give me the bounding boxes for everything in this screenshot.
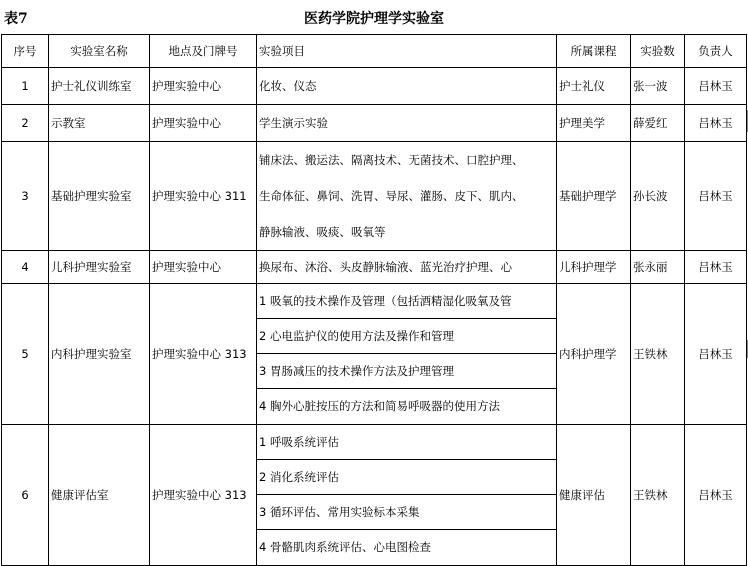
lab-name: 内科护理实验室 bbox=[49, 284, 150, 425]
lab-items bbox=[257, 284, 557, 425]
lab-course: 护理美学 bbox=[557, 105, 631, 142]
lab-item: 生命体征、鼻饲、洗胃、导尿、灌肠、皮下、肌内、 bbox=[259, 189, 524, 203]
lab-count: 王铁林 bbox=[631, 425, 685, 566]
lab-item: 4 胸外心脏按压的方法和简易呼吸器的使用方法 bbox=[259, 399, 500, 413]
row-no: 3 bbox=[2, 142, 49, 251]
table-row bbox=[2, 105, 747, 142]
col-header-items: 实验项目 bbox=[257, 35, 557, 68]
lab-count: 王铁林 bbox=[631, 284, 685, 425]
col-header-name: 实验室名称 bbox=[49, 35, 150, 68]
lab-location: 护理实验中心 313 bbox=[150, 284, 257, 425]
lab-item: 3 循环评估、常用实验标本采集 bbox=[257, 495, 556, 530]
title-row bbox=[0, 0, 748, 34]
lab-items bbox=[257, 425, 557, 566]
table-number: 表7 bbox=[4, 11, 28, 27]
lab-item: 1 吸氧的技术操作及管理（包括酒精湿化吸氧及管 bbox=[257, 284, 556, 319]
lab-owner: 吕林玉 bbox=[685, 251, 747, 284]
lab-location: 护理实验中心 313 bbox=[150, 425, 257, 566]
table-row bbox=[2, 68, 747, 105]
table-row bbox=[2, 251, 747, 284]
lab-course: 基础护理学 bbox=[557, 142, 631, 251]
col-header-no: 序号 bbox=[2, 35, 49, 68]
lab-owner: 吕林玉 bbox=[685, 105, 747, 142]
lab-name: 健康评估室 bbox=[49, 425, 150, 566]
lab-course: 内科护理学 bbox=[557, 284, 631, 425]
col-header-owner: 负责人 bbox=[685, 35, 747, 68]
lab-count: 孙长波 bbox=[631, 142, 685, 251]
lab-name: 护士礼仪训练室 bbox=[49, 68, 150, 105]
lab-item: 静脉输液、吸痰、吸氧等 bbox=[259, 225, 386, 239]
lab-owner: 吕林玉 bbox=[685, 284, 747, 425]
lab-item: 4 骨骼肌肉系统评估、心电图检查 bbox=[259, 540, 431, 554]
row-no: 6 bbox=[2, 425, 49, 566]
lab-location: 护理实验中心 bbox=[150, 105, 257, 142]
row-no: 2 bbox=[2, 105, 49, 142]
lab-item: 3 胃肠减压的技术操作方法及护理管理 bbox=[257, 354, 556, 389]
lab-item: 学生演示实验 bbox=[257, 105, 557, 142]
lab-course: 健康评估 bbox=[557, 425, 631, 566]
lab-course: 儿科护理学 bbox=[557, 251, 631, 284]
lab-item: 换尿布、沐浴、头皮静脉输液、蓝光治疗护理、心 bbox=[257, 251, 557, 284]
table-row bbox=[2, 284, 747, 425]
row-no: 4 bbox=[2, 251, 49, 284]
header-row bbox=[2, 35, 747, 68]
lab-name: 基础护理实验室 bbox=[49, 142, 150, 251]
lab-name: 示教室 bbox=[49, 105, 150, 142]
lab-item: 2 心电监护仪的使用方法及操作和管理 bbox=[257, 319, 556, 354]
lab-location: 护理实验中心 bbox=[150, 68, 257, 105]
lab-item: 铺床法、搬运法、隔离技术、无菌技术、口腔护理、 bbox=[259, 153, 524, 167]
lab-count: 张永丽 bbox=[631, 251, 685, 284]
col-header-location: 地点及门牌号 bbox=[150, 35, 257, 68]
lab-name: 儿科护理实验室 bbox=[49, 251, 150, 284]
lab-table bbox=[1, 34, 747, 566]
lab-owner: 吕林玉 bbox=[685, 68, 747, 105]
lab-owner: 吕林玉 bbox=[685, 425, 747, 566]
lab-items bbox=[257, 142, 557, 251]
lab-course: 护士礼仪 bbox=[557, 68, 631, 105]
table-row bbox=[2, 425, 747, 566]
lab-item: 化妆、仪态 bbox=[257, 68, 557, 105]
lab-location: 护理实验中心 bbox=[150, 251, 257, 284]
col-header-course: 所属课程 bbox=[557, 35, 631, 68]
col-header-count: 实验数 bbox=[631, 35, 685, 68]
row-no: 1 bbox=[2, 68, 49, 105]
row-no: 5 bbox=[2, 284, 49, 425]
document-title: 医药学院护理学实验室 bbox=[304, 11, 444, 27]
lab-item: 1 呼吸系统评估 bbox=[257, 425, 556, 460]
lab-count: 张一波 bbox=[631, 68, 685, 105]
lab-item: 2 消化系统评估 bbox=[257, 460, 556, 495]
lab-owner: 吕林玉 bbox=[685, 142, 747, 251]
lab-count: 薛爱红 bbox=[631, 105, 685, 142]
table-row bbox=[2, 142, 747, 251]
lab-location: 护理实验中心 311 bbox=[150, 142, 257, 251]
